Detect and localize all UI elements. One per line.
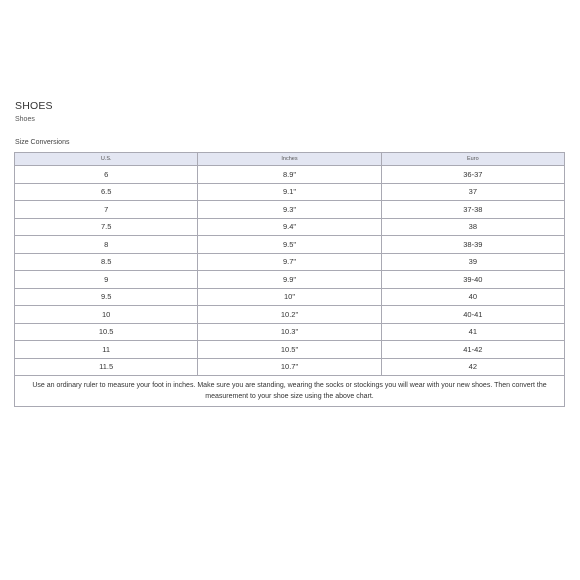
page-title: SHOES bbox=[15, 100, 53, 112]
size-conversion-table-wrapper bbox=[14, 152, 565, 407]
table-header-row bbox=[15, 153, 565, 166]
cell-euro: 42 bbox=[381, 358, 564, 376]
cell-inches: 10" bbox=[198, 288, 381, 306]
column-header-inches: Inches bbox=[198, 153, 381, 166]
cell-euro: 36-37 bbox=[381, 166, 564, 184]
table-row bbox=[15, 341, 565, 359]
cell-inches: 8.9" bbox=[198, 166, 381, 184]
table-row bbox=[15, 236, 565, 254]
cell-inches: 9.4" bbox=[198, 218, 381, 236]
table-row bbox=[15, 218, 565, 236]
cell-us: 8 bbox=[15, 236, 198, 254]
cell-euro: 37-38 bbox=[381, 201, 564, 219]
cell-inches: 9.9" bbox=[198, 271, 381, 289]
table-caption: Size Conversions bbox=[15, 139, 70, 146]
cell-inches: 9.1" bbox=[198, 183, 381, 201]
table-row bbox=[15, 323, 565, 341]
table-note-row bbox=[15, 376, 565, 407]
cell-us: 9.5 bbox=[15, 288, 198, 306]
cell-us: 10.5 bbox=[15, 323, 198, 341]
cell-euro: 37 bbox=[381, 183, 564, 201]
table-row bbox=[15, 253, 565, 271]
cell-us: 6.5 bbox=[15, 183, 198, 201]
table-row bbox=[15, 271, 565, 289]
measurement-note: Use an ordinary ruler to measure your foot in inches. Make sure you are standing, wearing the socks or stockings you will wear with your new shoes. Then convert the measurement to your shoe size using the above chart. bbox=[15, 376, 565, 407]
cell-euro: 41-42 bbox=[381, 341, 564, 359]
cell-inches: 9.5" bbox=[198, 236, 381, 254]
table-row bbox=[15, 288, 565, 306]
cell-euro: 39 bbox=[381, 253, 564, 271]
cell-inches: 9.3" bbox=[198, 201, 381, 219]
cell-inches: 10.5" bbox=[198, 341, 381, 359]
cell-us: 11 bbox=[15, 341, 198, 359]
cell-euro: 40 bbox=[381, 288, 564, 306]
table-row bbox=[15, 183, 565, 201]
table-row bbox=[15, 358, 565, 376]
cell-euro: 40-41 bbox=[381, 306, 564, 324]
cell-us: 7 bbox=[15, 201, 198, 219]
table-row bbox=[15, 306, 565, 324]
column-header-euro: Euro bbox=[381, 153, 564, 166]
cell-euro: 38 bbox=[381, 218, 564, 236]
size-conversion-table bbox=[14, 152, 565, 407]
cell-inches: 10.7" bbox=[198, 358, 381, 376]
cell-us: 6 bbox=[15, 166, 198, 184]
cell-us: 8.5 bbox=[15, 253, 198, 271]
page-subtitle: Shoes bbox=[15, 116, 35, 123]
table-row bbox=[15, 166, 565, 184]
cell-inches: 10.3" bbox=[198, 323, 381, 341]
cell-inches: 10.2" bbox=[198, 306, 381, 324]
cell-inches: 9.7" bbox=[198, 253, 381, 271]
cell-euro: 41 bbox=[381, 323, 564, 341]
cell-us: 9 bbox=[15, 271, 198, 289]
cell-us: 11.5 bbox=[15, 358, 198, 376]
cell-euro: 38-39 bbox=[381, 236, 564, 254]
cell-us: 7.5 bbox=[15, 218, 198, 236]
table-row bbox=[15, 201, 565, 219]
cell-euro: 39-40 bbox=[381, 271, 564, 289]
column-header-us: U.S. bbox=[15, 153, 198, 166]
cell-us: 10 bbox=[15, 306, 198, 324]
